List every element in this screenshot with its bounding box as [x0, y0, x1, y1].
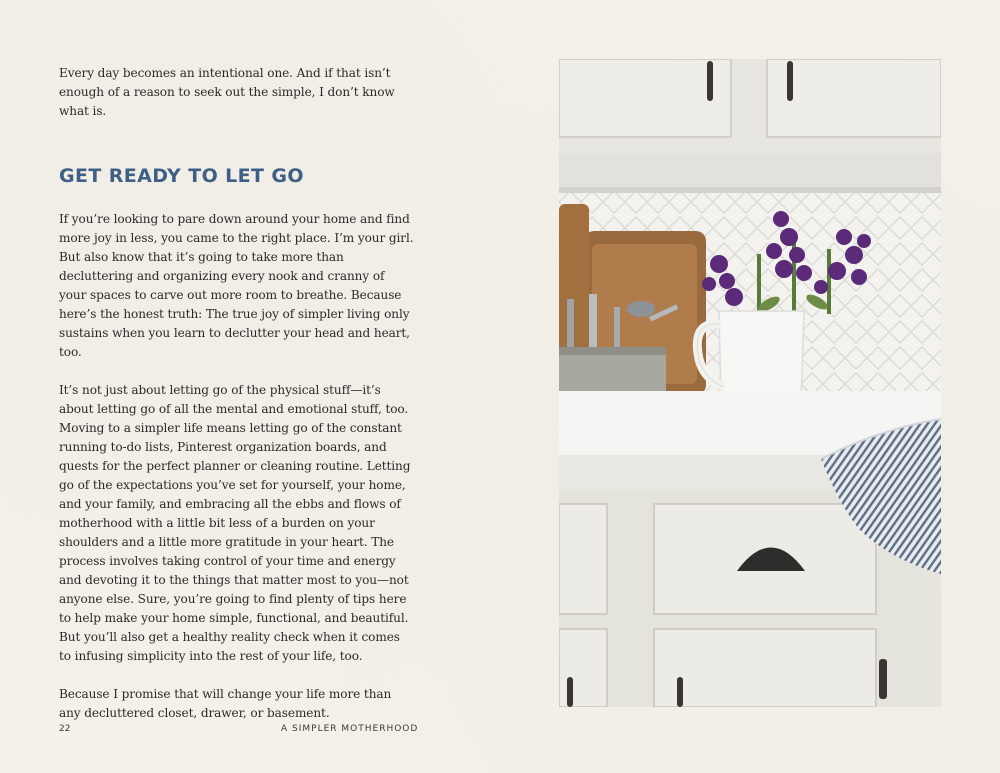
intro-paragraph: Every day becomes an intentional one. And if that isn’t enough of a reason to seek out the simple, I don’t know what is.	[59, 66, 395, 118]
kitchen-photo	[559, 59, 941, 707]
page-number: 22	[59, 724, 71, 734]
body-paragraph-3: Because I promise that will change your life more than any decluttered closet, drawer, or basement.	[59, 687, 392, 720]
running-title: A SIMPLER MOTHERHOOD	[281, 724, 419, 734]
body-paragraph-1: If you’re looking to pare down around your home and find more joy in less, you came to the right place. I’m your girl. But also know that it’s going to take more than decluttering and organizing every nook and cranny of your spaces to carve out more room to breathe. Because here’s the honest truth: The true joy of simpler living only sustains when you learn to declutter your head and heart, too.	[59, 212, 414, 359]
body-paragraph-2: It’s not just about letting go of the physical stuff—it’s about letting go of all the mental and emotional stuff, too. Moving to a simpler life means letting go of the constant running to-do lists, Pinterest organization boards, and quests for the perfect planner or cleaning routine. Letting go of the expectations you’ve set for yourself, your home, and your family, and embracing all the ebbs and flows of motherhood with a little bit less of a burden on your shoulders and a little more gratitude in your heart. The process involves taking control of your time and energy and devoting it to the things that matter most to you—not anyone else. Sure, you’re going to find plenty of tips here to help make your home simple, functional, and beautiful. But you’ll also get a healthy reality check when it comes to infusing simplicity into the rest of your life, too.	[59, 383, 411, 663]
text-column	[59, 64, 415, 723]
section-heading: GET READY TO LET GO	[59, 165, 304, 187]
kitchen-illustration	[559, 59, 941, 707]
